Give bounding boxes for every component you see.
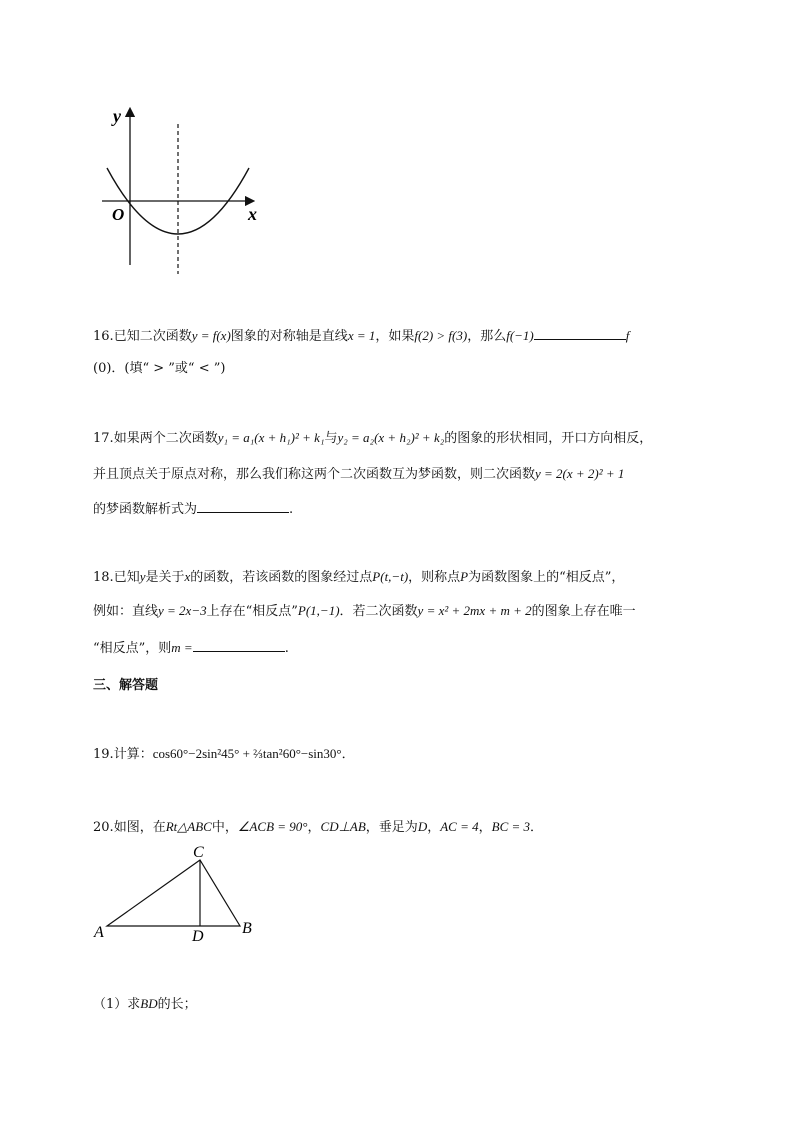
q16-answer-blank[interactable] [534,326,626,340]
q16-func: y = f(x) [191,328,231,343]
q20-bc: BC = 3 [491,819,531,834]
triangle-figure [92,842,267,944]
q16-condition: f(2) > f(3) [414,328,468,343]
q16-text: (0)．(填“ > ”或“ < ”) [93,361,226,376]
q17-text: 与 [324,431,338,446]
q20-ac: AC = 4 [440,819,479,834]
q18-text: ，则称点 [408,570,461,585]
triangle-abc [107,860,240,926]
q16-text: 图象的对称轴是直线 [230,329,348,344]
q18-text: . [284,641,289,656]
q20-number: 20. [93,820,114,835]
q18-var: P [460,569,469,584]
q18-example-point: P(1,−1) [297,603,340,618]
q17-func2: y₂ = a₂(x + h₂)² + k₂ [337,430,445,445]
q18-line: y = 2x−3 [158,603,207,618]
q18-var: y [139,569,146,584]
q20-text: ， [307,820,321,835]
q17-func3: y = 2(x + 2)² + 1 [535,466,625,481]
q20-triangle: Rt△ABC [165,819,212,834]
q20-text: ，垂足为 [365,820,418,835]
q18-text: ．若二次函数 [339,604,418,619]
vertex-label-c: C [193,844,204,861]
q20-part1-segment: BD [140,996,158,1011]
question-18-line1 [93,568,624,587]
q17-func1: y₁ = a₁(x + h₁)² + k₁ [217,430,325,445]
question-17-line1 [93,429,652,448]
q20-text: ， [427,820,441,835]
section-heading: 三、解答题 [93,678,159,693]
q17-text: 如果两个二次函数 [113,431,218,446]
y-axis-label: y [113,106,121,126]
q18-var: m = [171,640,193,655]
q18-text: 是关于 [145,570,185,585]
vertex-label-d: D [192,928,204,944]
question-20-part1 [93,995,197,1014]
q17-text: . [289,502,294,517]
q20-part1-label: （1）求 [93,997,141,1012]
q16-rhs: f [625,328,630,343]
q18-text: 例如：直线 [93,604,159,619]
parabola-figure [95,100,270,280]
question-16-line1 [93,326,629,346]
q17-number: 17. [93,431,114,446]
q17-text: 并且顶点关于原点对称，那么我们称这两个二次函数互为梦函数，则二次函数 [93,467,536,482]
q18-var: x [184,569,191,584]
question-18-line2 [93,602,636,621]
q17-text: 的梦函数解析式为 [93,502,198,517]
q20-text: 如图，在 [113,820,166,835]
q17-answer-blank[interactable] [197,499,289,513]
q20-text: ． [530,820,544,835]
q16-text: ，那么 [467,329,507,344]
q16-text: 已知二次函数 [113,329,192,344]
x-axis-label: x [248,204,257,224]
vertex-label-b: B [242,920,252,937]
q18-text: 的图象上存在唯一 [531,604,636,619]
origin-label: O [112,205,125,224]
q20-var: D [417,819,428,834]
q20-angle: ∠ACB = 90° [237,819,308,834]
question-17-line2 [93,465,624,484]
question-20 [93,818,543,837]
q20-text: 中， [211,820,238,835]
q20-perp: CD⊥AB [320,819,366,834]
q18-text: 上存在“相反点” [206,604,298,619]
q19-label: 计算： [113,747,153,762]
q18-answer-blank[interactable] [193,638,285,652]
question-16-line2 [93,360,225,378]
q19-number: 19. [93,747,114,762]
q18-number: 18. [93,570,114,585]
question-19 [93,745,355,764]
q18-point: P(t,−t) [372,569,409,584]
q18-text: 为函数图象上的“相反点”， [468,570,625,585]
q18-text: “相反点”，则 [93,641,172,656]
q16-number: 16. [93,329,114,344]
q18-quadratic: y = x² + 2mx + m + 2 [417,603,532,618]
q19-expression: cos60°−2sin²45° + ⅔tan²60°−sin30°． [152,746,355,761]
q20-text: ， [478,820,492,835]
q18-text: 已知 [113,570,140,585]
q18-text: 的函数，若该函数的图象经过点 [190,570,373,585]
q16-text: ，如果 [375,329,415,344]
q17-text: 的图象的形状相同，开口方向相反， [444,431,653,446]
question-18-line3 [93,638,289,658]
vertex-label-a: A [94,924,104,941]
question-17-line3 [93,499,293,519]
q16-axis: x = 1 [347,328,376,343]
q16-lhs: f(−1) [506,328,534,343]
q20-part1-text: 的长； [157,997,197,1012]
